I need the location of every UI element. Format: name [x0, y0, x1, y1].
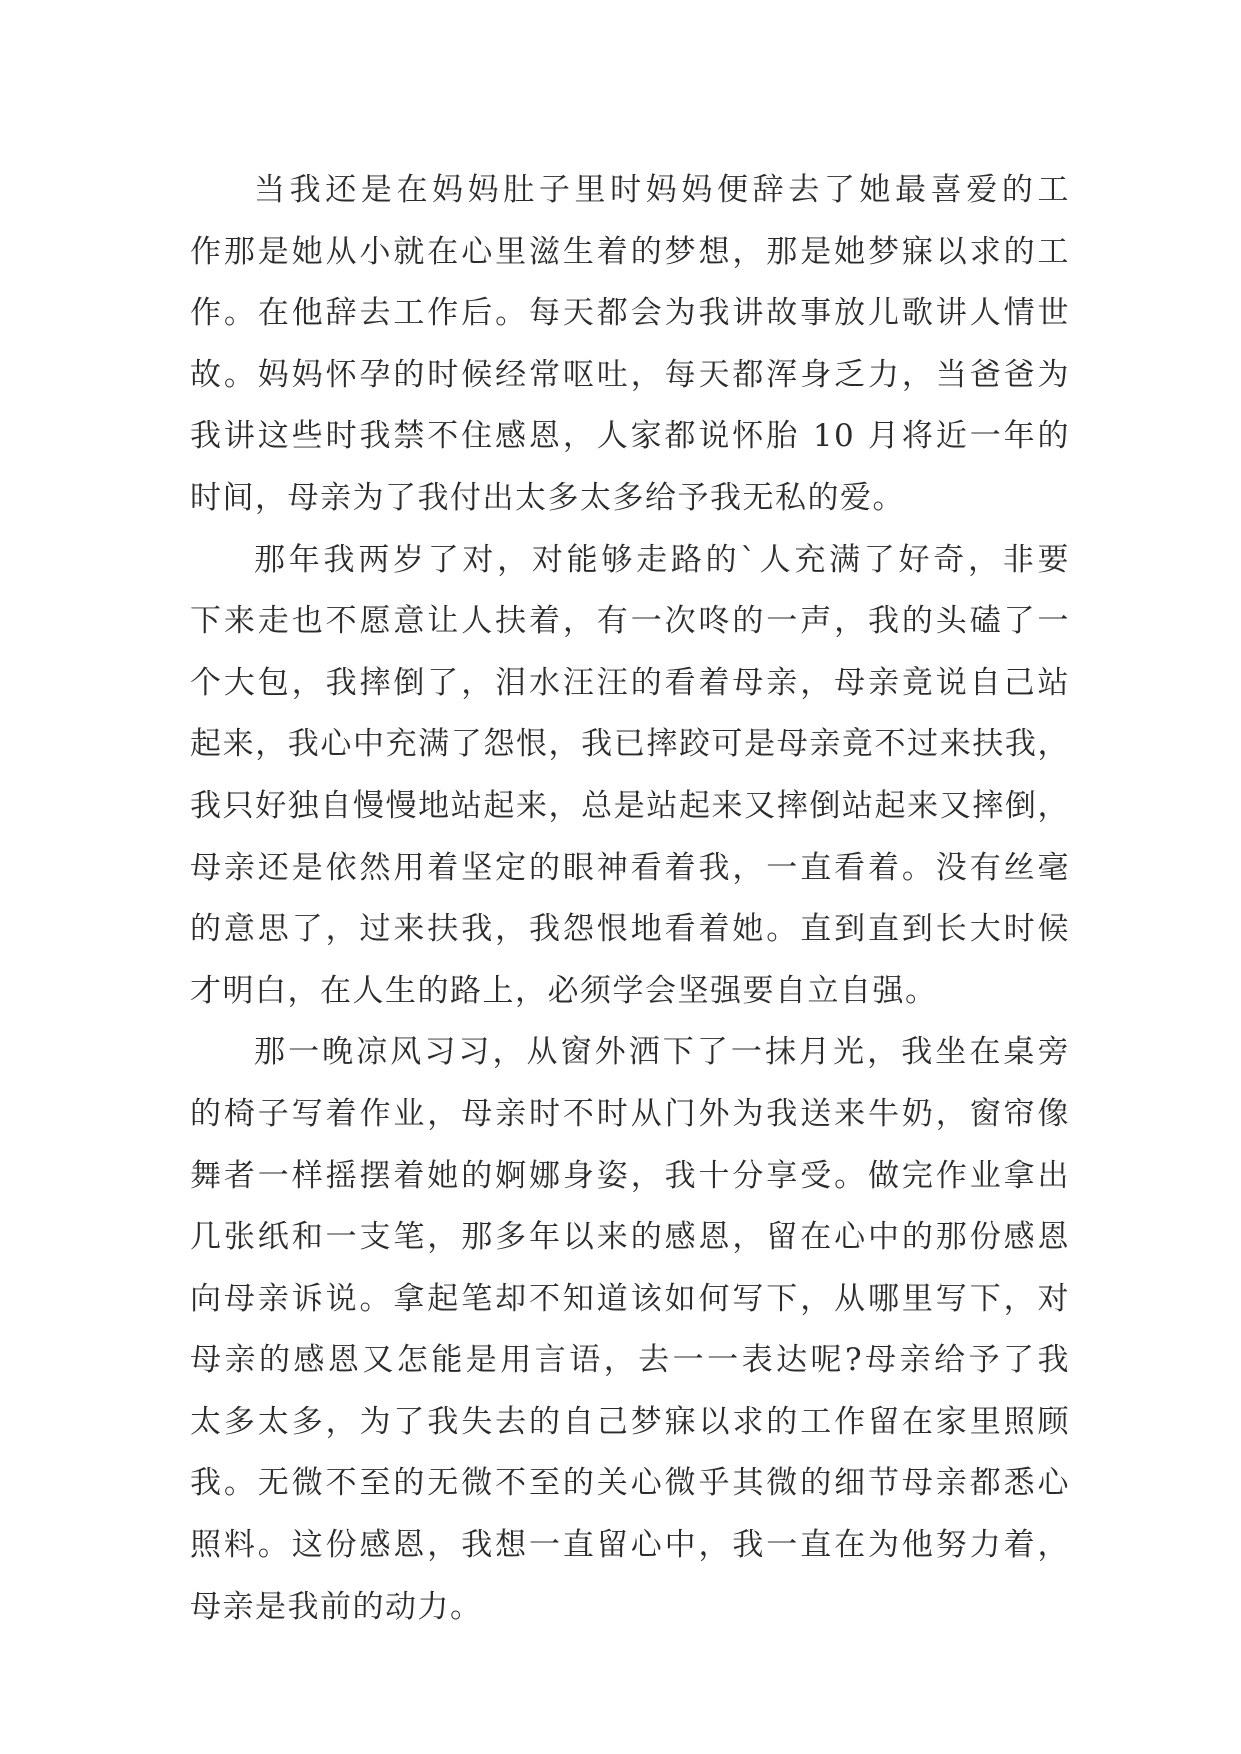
text-line: 母亲还是依然用着坚定的眼神看着我，一直看着。没有丝毫: [190, 849, 1070, 886]
text-line: 个大包，我摔倒了，泪水汪汪的看着母亲，母亲竟说自己站: [190, 664, 1070, 701]
text-line: 母亲是我前的动力。: [190, 1588, 483, 1625]
text-line: 故。妈妈怀孕的时候经常呕吐，每天都浑身乏力，当爸爸为: [190, 356, 1070, 393]
text-line: 下来走也不愿意让人扶着，有一次咚的一声，我的头磕了一: [190, 603, 1070, 640]
text-line: 照料。这份感恩，我想一直留心中，我一直在为他努力着，: [190, 1527, 1070, 1564]
text-line: 的意思了，过来扶我，我怨恨地看着她。直到直到长大时候: [190, 911, 1070, 948]
text-line: 那一晚凉风习习，从窗外洒下了一抹月光，我坐在桌旁: [254, 1034, 1070, 1071]
paragraph-3: [190, 1022, 1070, 1638]
text-line: 向母亲诉说。拿起笔却不知道该如何写下，从哪里写下，对: [190, 1280, 1070, 1317]
text-line: 母亲的感恩又怎能是用言语，去一一表达呢?母亲给予了我: [190, 1342, 1070, 1379]
text-line: 时间，母亲为了我付出太多太多给予我无私的爱。: [190, 479, 905, 516]
text-line: 我讲这些时我禁不住感恩，人家都说怀胎 10 月将近一年的: [190, 418, 1070, 455]
text-line: 作。在他辞去工作后。每天都会为我讲故事放儿歌讲人情世: [190, 295, 1070, 332]
text-line: 作那是她从小就在心里滋生着的梦想，那是她梦寐以求的工: [190, 233, 1070, 270]
text-line: 才明白，在人生的路上，必须学会坚强要自立自强。: [190, 972, 938, 1009]
paragraph-2: [190, 530, 1070, 1023]
text-line: 几张纸和一支笔，那多年以来的感恩，留在心中的那份感恩: [190, 1219, 1070, 1256]
essay-body: [190, 160, 1070, 1638]
text-line: 起来，我心中充满了怨恨，我已摔跤可是母亲竟不过来扶我，: [190, 726, 1070, 763]
text-line: 的椅子写着作业，母亲时不时从门外为我送来牛奶，窗帘像: [190, 1095, 1070, 1132]
text-line: 当我还是在妈妈肚子里时妈妈便辞去了她最喜爱的工: [254, 172, 1070, 208]
paragraph-1: [190, 160, 1070, 530]
text-line: 舞者一样摇摆着她的婀娜身姿，我十分享受。做完作业拿出: [190, 1157, 1070, 1194]
text-line: 太多太多，为了我失去的自己梦寐以求的工作留在家里照顾: [190, 1403, 1070, 1440]
text-line: 我。无微不至的无微不至的关心微乎其微的细节母亲都悉心: [190, 1465, 1070, 1502]
text-line: 那年我两岁了对，对能够走路的`人充满了好奇，非要: [254, 541, 1070, 578]
text-line: 我只好独自慢慢地站起来，总是站起来又摔倒站起来又摔倒，: [190, 787, 1070, 824]
